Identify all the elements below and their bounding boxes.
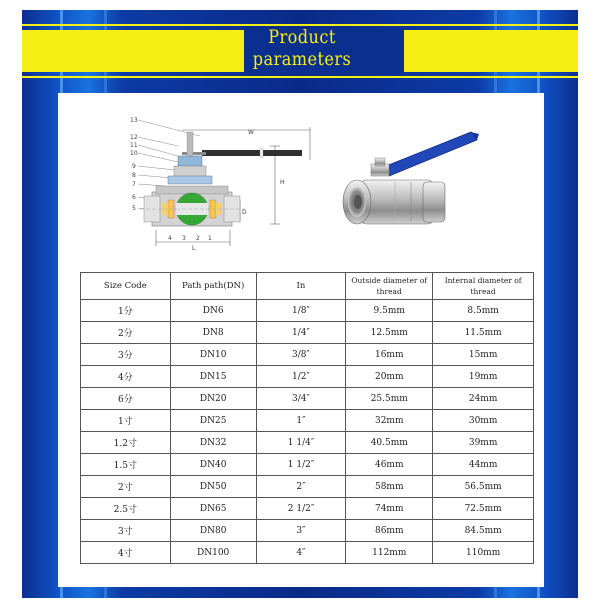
cell-internal-diameter: 44mm xyxy=(433,454,534,476)
cell-in: 1 1/2″ xyxy=(256,454,346,476)
cell-size-code: 2.5寸 xyxy=(81,498,171,520)
cell-outside-diameter: 12.5mm xyxy=(346,322,433,344)
cell-outside-diameter: 46mm xyxy=(346,454,433,476)
dim-d-label: D xyxy=(242,209,247,216)
table-row xyxy=(81,388,534,410)
cell-in: 3/8″ xyxy=(256,344,346,366)
table-row xyxy=(81,520,534,542)
cell-path: DN25 xyxy=(170,410,256,432)
cell-internal-diameter: 72.5mm xyxy=(433,498,534,520)
cell-in: 1″ xyxy=(256,410,346,432)
callout-1: 1 xyxy=(208,235,212,242)
cell-internal-diameter: 56.5mm xyxy=(433,476,534,498)
cell-path: DN100 xyxy=(170,542,256,564)
header-in: In xyxy=(256,273,346,300)
table-row xyxy=(81,410,534,432)
cell-path: DN65 xyxy=(170,498,256,520)
callout-13: 13 xyxy=(130,117,138,124)
callout-8: 8 xyxy=(132,172,136,179)
table-row xyxy=(81,300,534,322)
cell-path: DN80 xyxy=(170,520,256,542)
cell-in: 4″ xyxy=(256,542,346,564)
table-row xyxy=(81,498,534,520)
cell-outside-diameter: 86mm xyxy=(346,520,433,542)
cell-outside-diameter: 16mm xyxy=(346,344,433,366)
cell-size-code: 1寸 xyxy=(81,410,171,432)
cell-path: DN20 xyxy=(170,388,256,410)
cell-size-code: 3寸 xyxy=(81,520,171,542)
parameters-table xyxy=(80,272,534,564)
cell-outside-diameter: 32mm xyxy=(346,410,433,432)
cell-in: 1/4″ xyxy=(256,322,346,344)
valve-technical-drawing xyxy=(120,112,320,257)
cell-size-code: 1.2寸 xyxy=(81,432,171,454)
cell-internal-diameter: 19mm xyxy=(433,366,534,388)
cell-outside-diameter: 40.5mm xyxy=(346,432,433,454)
header-path: Path path(DN) xyxy=(170,273,256,300)
cell-size-code: 2寸 xyxy=(81,476,171,498)
table-row xyxy=(81,542,534,564)
header-internal-diameter: Internal diameter of thread xyxy=(433,273,534,300)
cell-in: 3″ xyxy=(256,520,346,542)
cell-outside-diameter: 58mm xyxy=(346,476,433,498)
callout-6: 6 xyxy=(132,194,136,201)
table-row xyxy=(81,366,534,388)
dim-w-label: W xyxy=(248,129,254,136)
table-row xyxy=(81,344,534,366)
cell-internal-diameter: 110mm xyxy=(433,542,534,564)
cell-size-code: 4寸 xyxy=(81,542,171,564)
cell-size-code: 6分 xyxy=(81,388,171,410)
cell-outside-diameter: 74mm xyxy=(346,498,433,520)
callout-2: 2 xyxy=(196,235,200,242)
cell-internal-diameter: 11.5mm xyxy=(433,322,534,344)
cell-outside-diameter: 25.5mm xyxy=(346,388,433,410)
cell-size-code: 3分 xyxy=(81,344,171,366)
cell-outside-diameter: 112mm xyxy=(346,542,433,564)
cell-internal-diameter: 39mm xyxy=(433,432,534,454)
cell-size-code: 4分 xyxy=(81,366,171,388)
cell-in: 1/2″ xyxy=(256,366,346,388)
cell-internal-diameter: 84.5mm xyxy=(433,520,534,542)
cell-path: DN50 xyxy=(170,476,256,498)
cell-path: DN10 xyxy=(170,344,256,366)
cell-outside-diameter: 20mm xyxy=(346,366,433,388)
cell-path: DN6 xyxy=(170,300,256,322)
cell-size-code: 1分 xyxy=(81,300,171,322)
table-row xyxy=(81,454,534,476)
banner-rule-bottom xyxy=(22,76,578,78)
cell-in: 1/8″ xyxy=(256,300,346,322)
cell-internal-diameter: 24mm xyxy=(433,388,534,410)
cell-path: DN32 xyxy=(170,432,256,454)
callout-12: 12 xyxy=(130,134,138,141)
header-outside-diameter: Outside diameter of thread xyxy=(346,273,433,300)
cell-in: 1 1/4″ xyxy=(256,432,346,454)
cell-path: DN8 xyxy=(170,322,256,344)
table-row xyxy=(81,476,534,498)
cell-path: DN15 xyxy=(170,366,256,388)
cell-internal-diameter: 15mm xyxy=(433,344,534,366)
callout-3: 3 xyxy=(182,235,186,242)
dim-l-label: L xyxy=(192,245,196,252)
cell-size-code: 1.5寸 xyxy=(81,454,171,476)
table-header-row xyxy=(81,273,534,300)
page-title: Product parameters xyxy=(252,26,352,70)
cell-outside-diameter: 9.5mm xyxy=(346,300,433,322)
callout-10: 10 xyxy=(130,150,138,157)
dim-h-label: H xyxy=(280,179,285,186)
cell-path: DN40 xyxy=(170,454,256,476)
valve-product-photo xyxy=(335,120,485,250)
cell-in: 3/4″ xyxy=(256,388,346,410)
cell-internal-diameter: 8.5mm xyxy=(433,300,534,322)
callout-11: 11 xyxy=(130,142,138,149)
cell-internal-diameter: 30mm xyxy=(433,410,534,432)
callout-4: 4 xyxy=(168,235,172,242)
header-size-code: Size Code xyxy=(81,273,171,300)
table-row xyxy=(81,432,534,454)
callout-7: 7 xyxy=(132,181,136,188)
table-row xyxy=(81,322,534,344)
cell-size-code: 2分 xyxy=(81,322,171,344)
callout-5: 5 xyxy=(132,205,136,212)
cell-in: 2″ xyxy=(256,476,346,498)
callout-9: 9 xyxy=(132,163,136,170)
cell-in: 2 1/2″ xyxy=(256,498,346,520)
